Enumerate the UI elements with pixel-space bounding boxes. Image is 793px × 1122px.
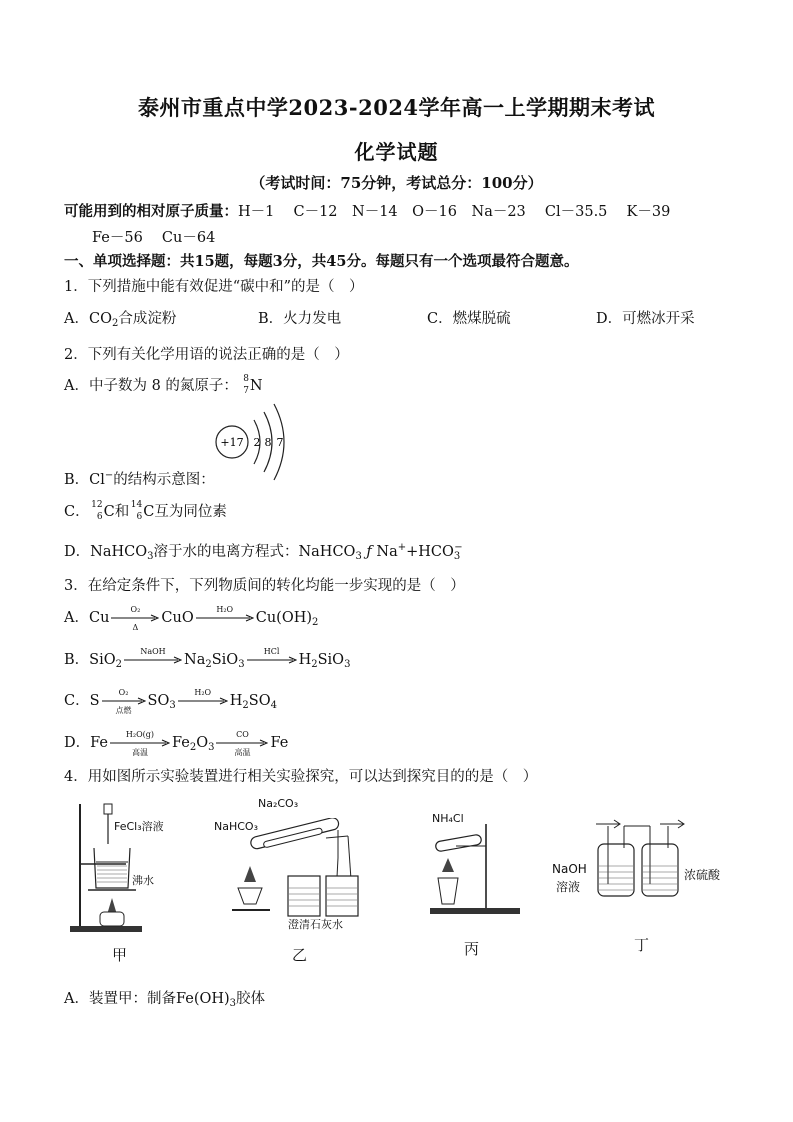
q1-option-c: C．燃煤脱硫 bbox=[427, 311, 511, 327]
fig-yi-label: 乙 bbox=[292, 946, 308, 964]
ding-label-solution: 溶液 bbox=[556, 880, 581, 894]
q3-option-a: A．Cu O₂ Δ CuO H₂O $Cu(OH)_2$ bbox=[64, 605, 319, 632]
atomic-masses-line2: Fe－56 Cu－64 bbox=[92, 230, 216, 246]
reaction-arrow: CO 高温 bbox=[216, 734, 268, 752]
q1-option-a: A．$CO_2$合成淀粉 bbox=[64, 311, 177, 329]
shell-1: 2 bbox=[253, 436, 261, 449]
ding-label-h2so4: 浓硫酸 bbox=[684, 868, 721, 882]
atomic-masses-line1 bbox=[64, 200, 670, 221]
q4-stem: 4．用如图所示实验装置进行相关实验探究，可以达到探究目的的是（ ） bbox=[64, 769, 538, 785]
apparatus-bing-diagram bbox=[426, 820, 526, 920]
fig-jia-label: 甲 bbox=[112, 946, 128, 964]
q3-stem: 3．在给定条件下，下列物质间的转化均能一步实现的是（ ） bbox=[64, 578, 465, 594]
chlorine-ion-structure-diagram bbox=[212, 400, 298, 484]
fig-bing-label: 丙 bbox=[464, 940, 480, 958]
section1-heading: 一、单项选择题：共15题，每题3分，共45分。每题只有一个选项最符合题意。 bbox=[64, 253, 579, 270]
reaction-arrow: H₂O bbox=[196, 609, 254, 627]
atomic-masses-label: 可能用到的相对原子质量： bbox=[64, 203, 238, 220]
nucleus-charge: +17 bbox=[220, 436, 244, 449]
ding-label-naoh: NaOH bbox=[552, 862, 587, 876]
shell-2: 8 bbox=[264, 436, 272, 449]
q2-stem: 2．下列有关化学用语的说法正确的是（ ） bbox=[64, 347, 349, 363]
exam-info: （考试时间：75分钟，考试总分：100分） bbox=[250, 174, 543, 192]
reaction-arrow: O₂ Δ bbox=[111, 609, 159, 627]
reaction-arrow: H₂O(g) 高温 bbox=[110, 734, 170, 752]
page-title: 泰州市重点中学2023-2024学年高一上学期期末考试 bbox=[137, 95, 656, 120]
q2-option-a: A．中子数为 8 的氮原子： 8 7 N bbox=[64, 374, 263, 396]
jia-label-fecl3: FeCl₃溶液 bbox=[114, 820, 164, 833]
yi-label-nahco3: NaHCO₃ bbox=[214, 820, 258, 833]
q1-option-b: B．火力发电 bbox=[258, 311, 342, 327]
q1-option-d: D．可燃冰开采 bbox=[596, 311, 695, 327]
q4-option-a: A．装置甲：制备$Fe(OH)_3$胶体 bbox=[64, 991, 266, 1009]
reaction-arrow: HCl bbox=[247, 651, 297, 669]
apparatus-ding-diagram bbox=[592, 814, 692, 904]
yi-label-na2co3: Na₂CO₃ bbox=[258, 797, 299, 810]
shell-3: 7 bbox=[276, 436, 284, 449]
yi-label-limewater: 澄清石灰水 bbox=[288, 918, 343, 931]
q3-option-d: D．Fe H₂O(g) 高温 $Fe_2O_3$ CO 高温 Fe bbox=[64, 730, 289, 757]
apparatus-yi-diagram bbox=[226, 818, 366, 928]
q2-option-c: C． 12 6 C和 14 6 C互为同位素 bbox=[64, 500, 227, 522]
reaction-arrow: H₂O bbox=[178, 692, 228, 710]
fig-ding-label: 丁 bbox=[634, 936, 650, 954]
reaction-arrow: NaOH bbox=[124, 651, 182, 669]
reaction-arrow: O₂ 点燃 bbox=[102, 692, 146, 710]
bing-label-nh4cl: NH₄Cl bbox=[432, 812, 464, 825]
jia-label-water: 沸水 bbox=[132, 874, 154, 887]
q2-option-d: D．NaHCO$_3$溶于水的电离方程式：NaHCO$_3$ ƒ $Na^++HCO_3^-$ bbox=[64, 542, 463, 562]
q2-option-b: B．Cl−的结构示意图： bbox=[64, 470, 215, 488]
q3-option-b: B．SiO$_2$ NaOH $Na_2SiO_3$ HCl $H_2SiO_3$ bbox=[64, 647, 351, 670]
q1-stem: 1．下列措施中能有效促进“碳中和”的是（ ） bbox=[64, 279, 364, 295]
atomic-masses-values: H－1 C－12 N－14 O－16 Na－23 Cl－35.5 K－39 bbox=[238, 204, 671, 220]
page-subtitle: 化学试题 bbox=[354, 140, 439, 164]
q3-option-c: C．S O₂ 点燃 $SO_3$ H₂O $H_2SO_4$ bbox=[64, 688, 277, 715]
